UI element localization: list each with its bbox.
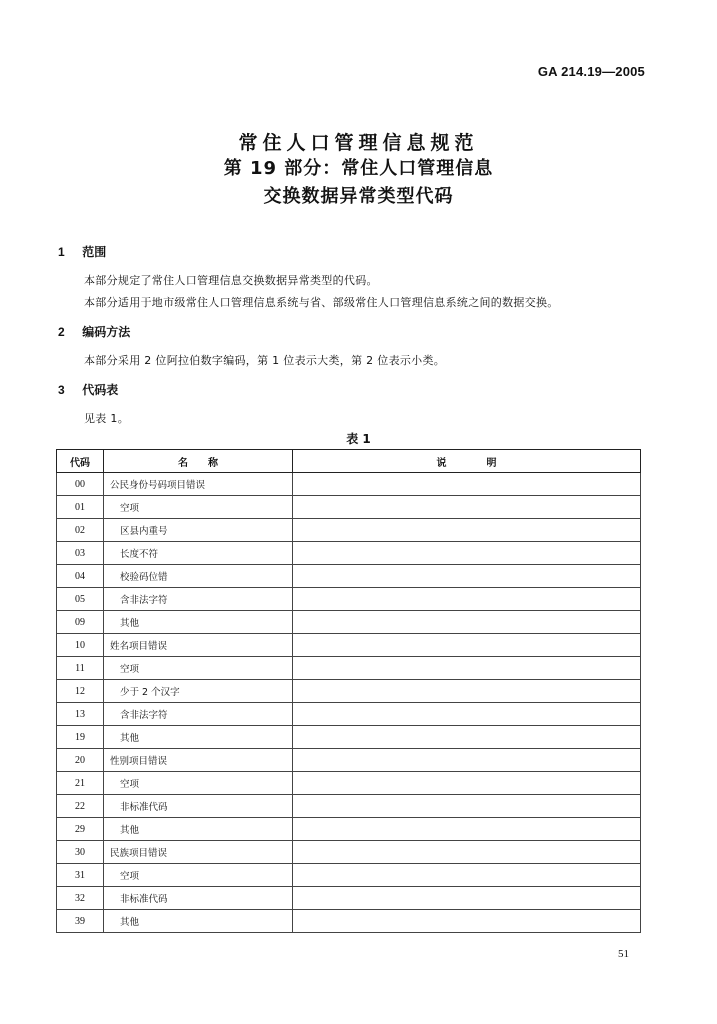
row-description: [293, 910, 641, 933]
row-description: [293, 634, 641, 657]
row-name: 其他: [104, 910, 293, 933]
row-description: [293, 657, 641, 680]
code-table: [56, 449, 641, 933]
table-row: [57, 887, 641, 910]
row-code: 11: [57, 657, 104, 680]
row-description: [293, 795, 641, 818]
row-name: 区县内重号: [104, 519, 293, 542]
row-name: 其他: [104, 611, 293, 634]
document-title: 常住人口管理信息规范: [238, 132, 479, 154]
header-description: 说 明: [293, 450, 641, 473]
row-description: [293, 542, 641, 565]
scope-paragraph-1: 本部分规定了常住人口管理信息交换数据异常类型的代码。: [84, 274, 378, 287]
table-row: [57, 680, 641, 703]
section-number: 1: [58, 245, 65, 259]
header-code: 代码: [57, 450, 104, 473]
code-table-paragraph: 见表 1。: [84, 412, 129, 425]
row-name: 民族项目错误: [104, 841, 293, 864]
row-code: 21: [57, 772, 104, 795]
table-row: [57, 565, 641, 588]
row-description: [293, 565, 641, 588]
page-number: 51: [618, 948, 629, 960]
row-code: 12: [57, 680, 104, 703]
row-code: 22: [57, 795, 104, 818]
document-subtitle: 第 19 部分：常住人口管理信息: [223, 158, 494, 179]
section-number: 3: [58, 383, 65, 397]
table-row: [57, 864, 641, 887]
row-name: 含非法字符: [104, 588, 293, 611]
row-name: 其他: [104, 818, 293, 841]
row-code: 00: [57, 473, 104, 496]
table-row: [57, 726, 641, 749]
table-row: [57, 496, 641, 519]
row-code: 04: [57, 565, 104, 588]
table-row: [57, 910, 641, 933]
row-code: 32: [57, 887, 104, 910]
row-description: [293, 887, 641, 910]
row-name: 空项: [104, 657, 293, 680]
section-heading-coding-method: [58, 323, 130, 340]
coding-method-paragraph: 本部分采用 2 位阿拉伯数字编码，第 1 位表示大类，第 2 位表示小类。: [84, 354, 446, 367]
table-row: [57, 657, 641, 680]
row-code: 01: [57, 496, 104, 519]
row-description: [293, 519, 641, 542]
table-row: [57, 841, 641, 864]
row-name: 空项: [104, 496, 293, 519]
row-name: 其他: [104, 726, 293, 749]
row-code: 30: [57, 841, 104, 864]
row-description: [293, 772, 641, 795]
row-code: 10: [57, 634, 104, 657]
scope-paragraph-2: 本部分适用于地市级常住人口管理信息系统与省、部级常住人口管理信息系统之间的数据交换。: [84, 296, 559, 309]
row-code: 05: [57, 588, 104, 611]
table-row: [57, 634, 641, 657]
table-row: [57, 473, 641, 496]
section-number: 2: [58, 325, 65, 339]
row-name: 公民身份号码项目错误: [104, 473, 293, 496]
row-description: [293, 473, 641, 496]
row-name: 长度不符: [104, 542, 293, 565]
section-title: 范围: [82, 245, 107, 259]
row-name: 空项: [104, 772, 293, 795]
row-code: 39: [57, 910, 104, 933]
row-name: 姓名项目错误: [104, 634, 293, 657]
table-row: [57, 611, 641, 634]
document-subtitle-continued: 交换数据异常类型代码: [263, 186, 454, 207]
section-heading-scope: [58, 243, 106, 260]
row-description: [293, 818, 641, 841]
row-name: 含非法字符: [104, 703, 293, 726]
table-row: [57, 519, 641, 542]
table-row: [57, 818, 641, 841]
section-heading-code-table: [58, 381, 118, 398]
row-name: 非标准代码: [104, 795, 293, 818]
row-name: 少于 2 个汉字: [104, 680, 293, 703]
row-description: [293, 864, 641, 887]
table-row: [57, 703, 641, 726]
row-description: [293, 588, 641, 611]
row-code: 02: [57, 519, 104, 542]
table-row: [57, 795, 641, 818]
row-description: [293, 841, 641, 864]
row-description: [293, 703, 641, 726]
section-title: 编码方法: [82, 325, 131, 339]
row-name: 校验码位错: [104, 565, 293, 588]
table-row: [57, 542, 641, 565]
row-name: 非标准代码: [104, 887, 293, 910]
row-code: 31: [57, 864, 104, 887]
row-code: 03: [57, 542, 104, 565]
row-code: 19: [57, 726, 104, 749]
row-description: [293, 726, 641, 749]
row-code: 09: [57, 611, 104, 634]
row-name: 性别项目错误: [104, 749, 293, 772]
row-code: 13: [57, 703, 104, 726]
header-name: 名 称: [104, 450, 293, 473]
table-row: [57, 749, 641, 772]
row-name: 空项: [104, 864, 293, 887]
row-code: 20: [57, 749, 104, 772]
standard-code: GA 214.19—2005: [537, 64, 645, 79]
row-code: 29: [57, 818, 104, 841]
table-header-row: [57, 450, 641, 473]
table-caption: 表 1: [346, 432, 371, 446]
table-row: [57, 588, 641, 611]
row-description: [293, 680, 641, 703]
row-description: [293, 749, 641, 772]
row-description: [293, 611, 641, 634]
table-row: [57, 772, 641, 795]
section-title: 代码表: [82, 383, 119, 397]
row-description: [293, 496, 641, 519]
